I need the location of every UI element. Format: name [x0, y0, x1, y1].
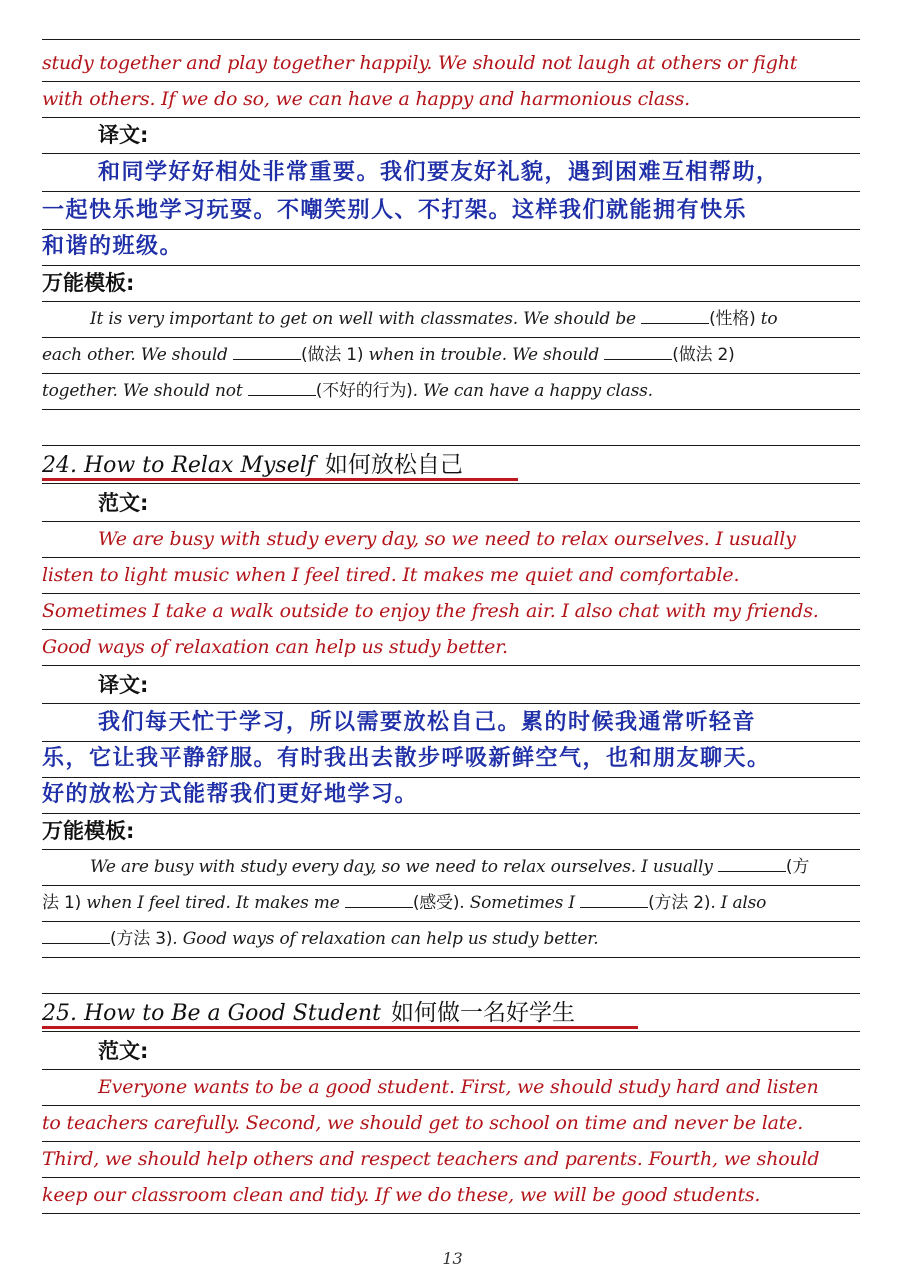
top-rule	[42, 4, 860, 40]
translation-line: 和同学好好相处非常重要。我们要友好礼貌，遇到困难互相帮助，	[42, 156, 860, 192]
template-line	[42, 886, 860, 922]
model-essay-label: 范文:	[42, 486, 860, 522]
blank	[718, 853, 786, 872]
template-text: . I also	[710, 893, 767, 913]
essay-line: keep our classroom clean and tidy. If we do these, we will be good students.	[42, 1178, 860, 1214]
translation-label: 译文:	[42, 668, 860, 704]
template-hint: (不好的行为)	[315, 381, 413, 401]
template-hint: (方	[785, 857, 810, 877]
heading-en: 24. How to Relax Myself	[42, 453, 315, 478]
template-line	[42, 850, 860, 886]
template-text: . Sometimes I	[459, 893, 575, 913]
template-hint: (感受)	[412, 893, 460, 913]
template-text: It is very important to get on well with classmates. We should be	[90, 309, 636, 329]
essay-line: listen to light music when I feel tired. It makes me quiet and comfortable.	[42, 558, 860, 594]
model-essay-label: 范文:	[42, 1034, 860, 1070]
essay-line: We are busy with study every day, so we need to relax ourselves. I usually	[42, 522, 860, 558]
translation-label: 译文:	[42, 118, 860, 154]
heading-cn: 如何放松自己	[324, 452, 463, 478]
template-hint: (做法 2)	[672, 345, 735, 365]
blank	[42, 925, 110, 944]
translation-line: 好的放松方式能帮我们更好地学习。	[42, 778, 860, 814]
template-text: when in trouble. We should	[368, 345, 600, 365]
essay-line: Everyone wants to be a good student. First, we should study hard and listen	[42, 1070, 860, 1106]
template-text: to	[760, 309, 778, 329]
template-line	[42, 922, 860, 958]
template-hint: (方法 3)	[110, 929, 173, 949]
template-text: . Good ways of relaxation can help us study better.	[172, 929, 599, 949]
translation-line: 我们每天忙于学习，所以需要放松自己。累的时候我通常听轻音	[42, 706, 860, 742]
rule	[42, 958, 860, 994]
rule	[42, 410, 860, 446]
template-label: 万能模板:	[42, 266, 860, 302]
essay-line: study together and play together happily. We should not laugh at others or fight	[42, 46, 860, 82]
template-text: together. We should not	[42, 381, 243, 401]
page-number: 13	[442, 1249, 463, 1268]
template-text: when I feel tired. It makes me	[86, 893, 340, 913]
blank	[580, 889, 648, 908]
template-hint: (性格)	[709, 309, 756, 329]
template-hint: 法 1)	[42, 893, 82, 913]
blank	[345, 889, 413, 908]
essay-line: Third, we should help others and respect teachers and parents. Fourth, we should	[42, 1142, 860, 1178]
template-text: We are busy with study every day, so we need to relax ourselves. I usually	[90, 857, 713, 877]
template-label: 万能模板:	[42, 814, 860, 850]
translation-line: 一起快乐地学习玩耍。不嘲笑别人、不打架。这样我们就能拥有快乐	[42, 194, 860, 230]
template-hint: (方法 2)	[648, 893, 711, 913]
template-line	[42, 302, 860, 338]
blank	[233, 341, 301, 360]
template-line	[42, 374, 860, 410]
template-hint: (做法 1)	[300, 345, 364, 365]
template-line	[42, 338, 860, 374]
template-text: . We can have a happy class.	[412, 381, 653, 401]
heading-underline	[42, 478, 518, 481]
template-text: each other. We should	[42, 345, 228, 365]
heading-underline	[42, 1026, 638, 1029]
heading-en: 25. How to Be a Good Student	[42, 1001, 381, 1026]
translation-line: 和谐的班级。	[42, 230, 860, 266]
translation-line: 乐，它让我平静舒服。有时我出去散步呼吸新鲜空气，也和朋友聊天。	[42, 742, 860, 778]
blank	[248, 377, 316, 396]
essay-line: Good ways of relaxation can help us study better.	[42, 630, 860, 666]
essay-line: with others. If we do so, we can have a happy and harmonious class.	[42, 82, 860, 118]
essay-line: to teachers carefully. Second, we should get to school on time and never be late.	[42, 1106, 860, 1142]
essay-line: Sometimes I take a walk outside to enjoy the fresh air. I also chat with my friends.	[42, 594, 860, 630]
blank	[641, 305, 709, 324]
heading-cn: 如何做一名好学生	[390, 1000, 575, 1026]
blank	[604, 341, 672, 360]
